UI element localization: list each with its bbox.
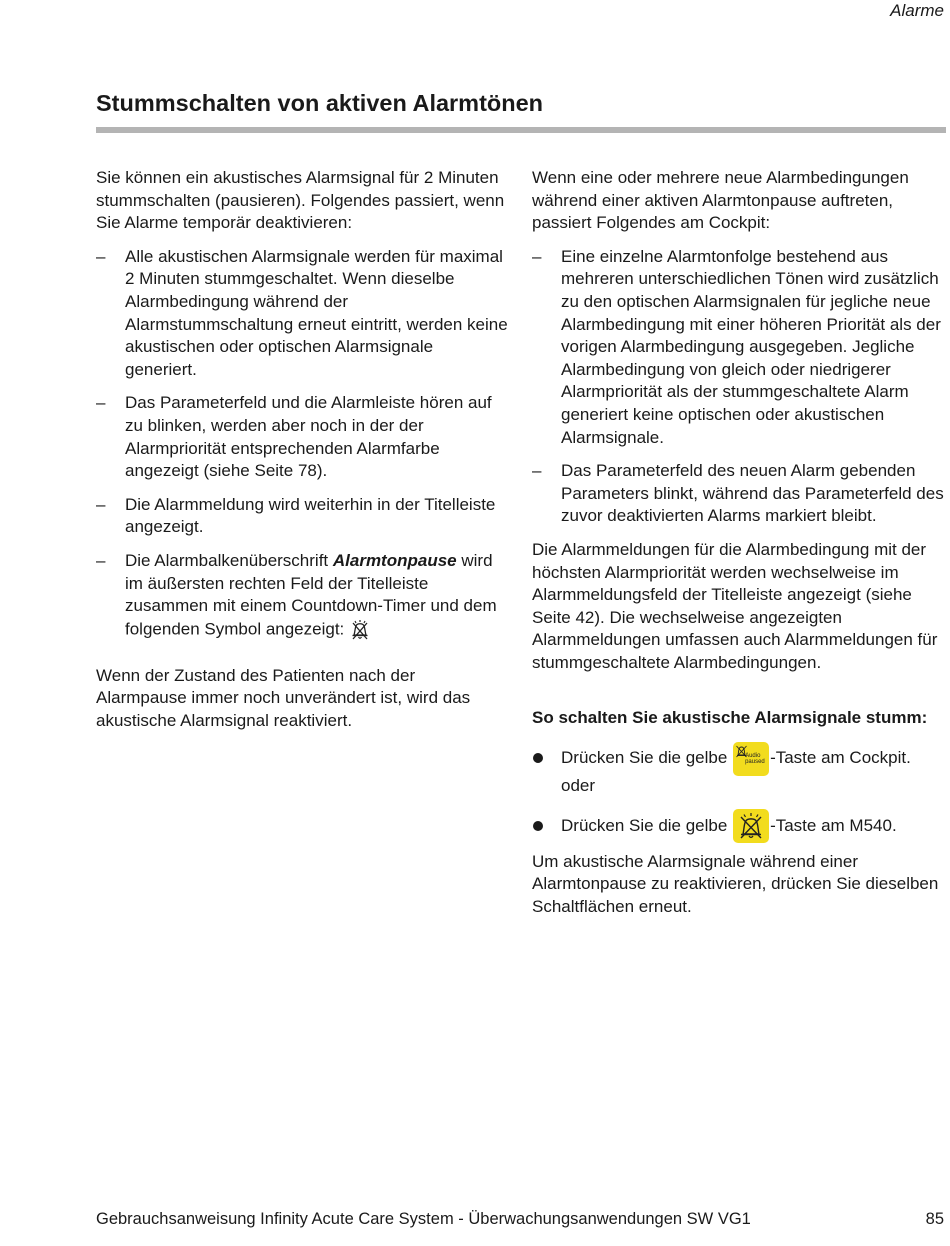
dash-marker: –: [96, 393, 106, 413]
list-item-text-after: wird im äußersten rechten Feld der Titelleiste zusammen mit einem Countdown-Timer und dem folgenden Symbol angezeigt:: [125, 550, 497, 639]
right-column: [532, 167, 944, 929]
dash-marker: –: [532, 461, 542, 481]
alarm-silenced-bell-icon: [348, 618, 372, 642]
dash-marker: –: [96, 550, 106, 570]
left-list: [96, 246, 508, 642]
list-item: [532, 460, 944, 528]
procedure-step-2: [532, 809, 944, 843]
step-1-text-after: -Taste am Cockpit.: [770, 748, 911, 768]
list-item-text: Eine einzelne Alarmtonfolge bestehend aus mehreren unterschiedlichen Tönen wird zusätzlich zu den optischen Alarmsignalen für jegliche neue Alarmbedingung mit einer höheren Priorität als der vorigen Alarmbedingung ausgegeben. Jegliche Alarmbedingung von gleich oder niedrigerer Alarmpriorität als der stummgeschaltete Alarm generiert keine optischen oder akustischen Alarmsignale.: [561, 246, 941, 447]
list-item-text: Das Parameterfeld des neuen Alarm gebenden Parameters blinkt, während das Parameterfeld des zuvor deaktivierten Alarms markiert bleibt.: [561, 461, 944, 526]
key-label: [745, 753, 765, 765]
step-2-text-after: -Taste am M540.: [770, 815, 897, 835]
key-label-line-1: Audio: [745, 752, 761, 759]
procedure-step-1: [532, 741, 944, 775]
right-closing: Um akustische Alarmsignale während einer Alarmtonpause zu reaktivieren, drücken Sie dieselben Schaltflächen erneut.: [532, 851, 939, 916]
procedure-heading: So schalten Sie akustische Alarmsignale stumm:: [532, 708, 928, 728]
footer-document-title: Gebrauchsanweisung Infinity Acute Care System - Überwachungsanwendungen SW VG1: [96, 1210, 751, 1228]
right-paragraph: Die Alarmmeldungen für die Alarmbedingung mit der höchsten Alarmpriorität werden wechselweise im Alarmmeldungsfeld der Titelleiste angezeigt (siehe Seite 42). Die wechselweise angezeigten Alarmmeldungen umfassen auch Alarmmeldungen für stummgeschaltete Alarmbedingungen.: [532, 539, 938, 672]
alarmtonpause-term: Alarmtonpause: [332, 550, 457, 570]
alarm-pause-key-icon: [733, 809, 769, 843]
right-list: [532, 246, 944, 528]
audio-paused-key-icon: [733, 742, 769, 776]
title-rule: [96, 127, 946, 133]
bullet-dot: [533, 753, 543, 763]
step-2-text-before: Drücken Sie die gelbe: [561, 815, 728, 835]
page-number: 85: [925, 1210, 944, 1228]
left-closing: Wenn der Zustand des Patienten nach der Alarmpause immer noch unverändert ist, wird das akustische Alarmsignal reaktiviert.: [96, 665, 471, 730]
list-item: [96, 494, 508, 539]
bullet-dot: [533, 821, 543, 831]
list-item: [96, 550, 508, 642]
step-1-text-before: Drücken Sie die gelbe: [561, 748, 728, 768]
dash-marker: –: [532, 246, 542, 266]
dash-marker: –: [96, 246, 106, 266]
oder-text: oder: [561, 776, 596, 796]
list-item: [96, 392, 508, 482]
right-intro: Wenn eine oder mehrere neue Alarmbedingungen während einer aktiven Alarmtonpause auftreten, passiert Folgendes am Cockpit:: [532, 168, 909, 233]
list-item-text: Alle akustischen Alarmsignale werden für maximal 2 Minuten stummgeschaltet. Wenn dieselbe Alarmbedingung während der Alarmstummschaltung erneut eintritt, werden keine akustischen oder optischen Alarmsignale generiert.: [125, 246, 508, 379]
page-title: Stummschalten von aktiven Alarmtönen: [96, 90, 544, 116]
list-item-text: Die Alarmmeldung wird weiterhin in der Titelleiste angezeigt.: [125, 494, 496, 537]
dash-marker: –: [96, 494, 106, 514]
list-item: [96, 246, 508, 382]
list-item-text-before: Die Alarmbalkenüberschrift: [125, 550, 333, 570]
key-label-line-2: paused: [745, 758, 765, 765]
list-item-text: Das Parameterfeld und die Alarmleiste hören auf zu blinken, werden aber noch in der der Alarmpriorität entsprechenden Alarmfarbe angezeigt (siehe Seite 78).: [125, 393, 492, 481]
list-item: [532, 246, 944, 449]
left-intro: Sie können ein akustisches Alarmsignal für 2 Minuten stummschalten (pausieren). Folgendes passiert, wenn Sie Alarme temporär deaktivieren:: [96, 168, 505, 233]
running-head: Alarme: [890, 1, 944, 20]
left-column: [96, 167, 508, 743]
